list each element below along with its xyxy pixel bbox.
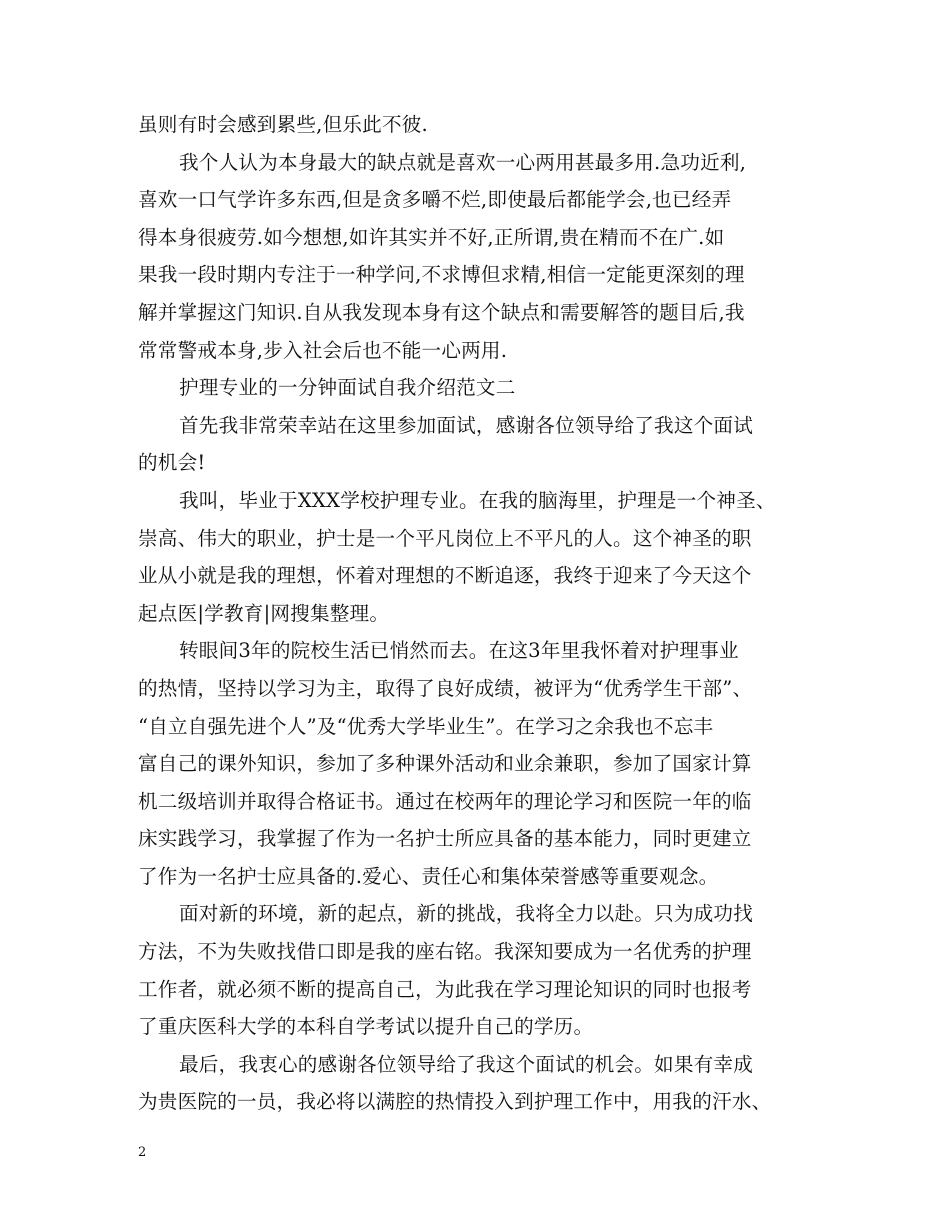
text-line: 工作者，就必须不断的提高自己，为此我在学习理论知识的同时也报考: [138, 977, 752, 1001]
text-line: 机二级培训并取得合格证书。通过在校两年的理论学习和医院一年的临: [138, 789, 752, 813]
text-line: 床实践学习，我掌握了作为一名护士所应具备的基本能力，同时更建立: [138, 827, 752, 851]
section-heading: 护理专业的一分钟面试自我介绍范文二: [179, 376, 516, 400]
text-line: 得本身很疲劳.如今想想,如许其实并不好,正所谓,贵在精而不在广.如: [138, 225, 725, 249]
text-line: 业从小就是我的理想，怀着对理想的不断追逐，我终于迎来了今天这个: [138, 564, 752, 588]
text-line: 喜欢一口气学许多东西,但是贪多嚼不烂,即使最后都能学会,也已经弄: [138, 188, 732, 212]
text-line: 了重庆医科大学的本科自学考试以提升自己的学历。: [138, 1015, 594, 1039]
text-line: 的热情，坚持以学习为主，取得了良好成绩，被评为“优秀学生干部”、: [138, 676, 753, 700]
text-line: 起点医|学教育|网搜集整理。: [138, 601, 390, 625]
text-line: 首先我非常荣幸站在这里参加面试，感谢各位领导给了我这个面试: [179, 413, 754, 437]
text-line: 转眼间3年的院校生活已悄然而去。在这3年里我怀着对护理事业: [179, 639, 739, 663]
text-line: 我个人认为本身最大的缺点就是喜欢一心两用甚最多用.急功近利,: [179, 150, 747, 174]
text-line: 方法，不为失败找借口即是我的座右铭。我深知要成为一名优秀的护理: [138, 940, 752, 964]
page-number: 2: [138, 1145, 147, 1160]
text-line: 了作为一名护士应具备的.爱心、责任心和集体荣誉感等重要观念。: [138, 864, 719, 888]
text-line: 富自己的课外知识，参加了多种课外活动和业余兼职，参加了国家计算: [138, 752, 752, 776]
text-line: “自立自强先进个人”及“优秀大学毕业生”。在学习之余我也不忘丰: [138, 714, 714, 738]
text-line: 常常警戒本身,步入社会后也不能一心两用.: [138, 338, 508, 362]
text-line: 虽则有时会感到累些,但乐此不彼.: [138, 113, 428, 136]
text-line: 果我一段时期内专注于一种学问,不求博但求精,相信一定能更深刻的理: [138, 263, 745, 287]
text-line: 崇高、伟大的职业，护士是一个平凡岗位上不平凡的人。这个神圣的职: [138, 526, 752, 550]
text-line: 最后，我衷心的感谢各位领导给了我这个面试的机会。如果有幸成: [179, 1052, 754, 1076]
document-body: [138, 106, 818, 1121]
text-line: 我叫，毕业于XXX学校护理专业。在我的脑海里，护理是一个神圣、: [179, 488, 776, 512]
text-line: 面对新的环境，新的起点，新的挑战，我将全力以赴。只为成功找: [179, 902, 754, 926]
text-line: 为贵医院的一员，我必将以满腔的热情投入到护理工作中，用我的汗水、: [138, 1090, 772, 1114]
text-line: 的机会!: [138, 451, 206, 475]
text-line: 解并掌握这门知识.自从我发现本身有这个缺点和需要解答的题目后,我: [138, 300, 745, 324]
